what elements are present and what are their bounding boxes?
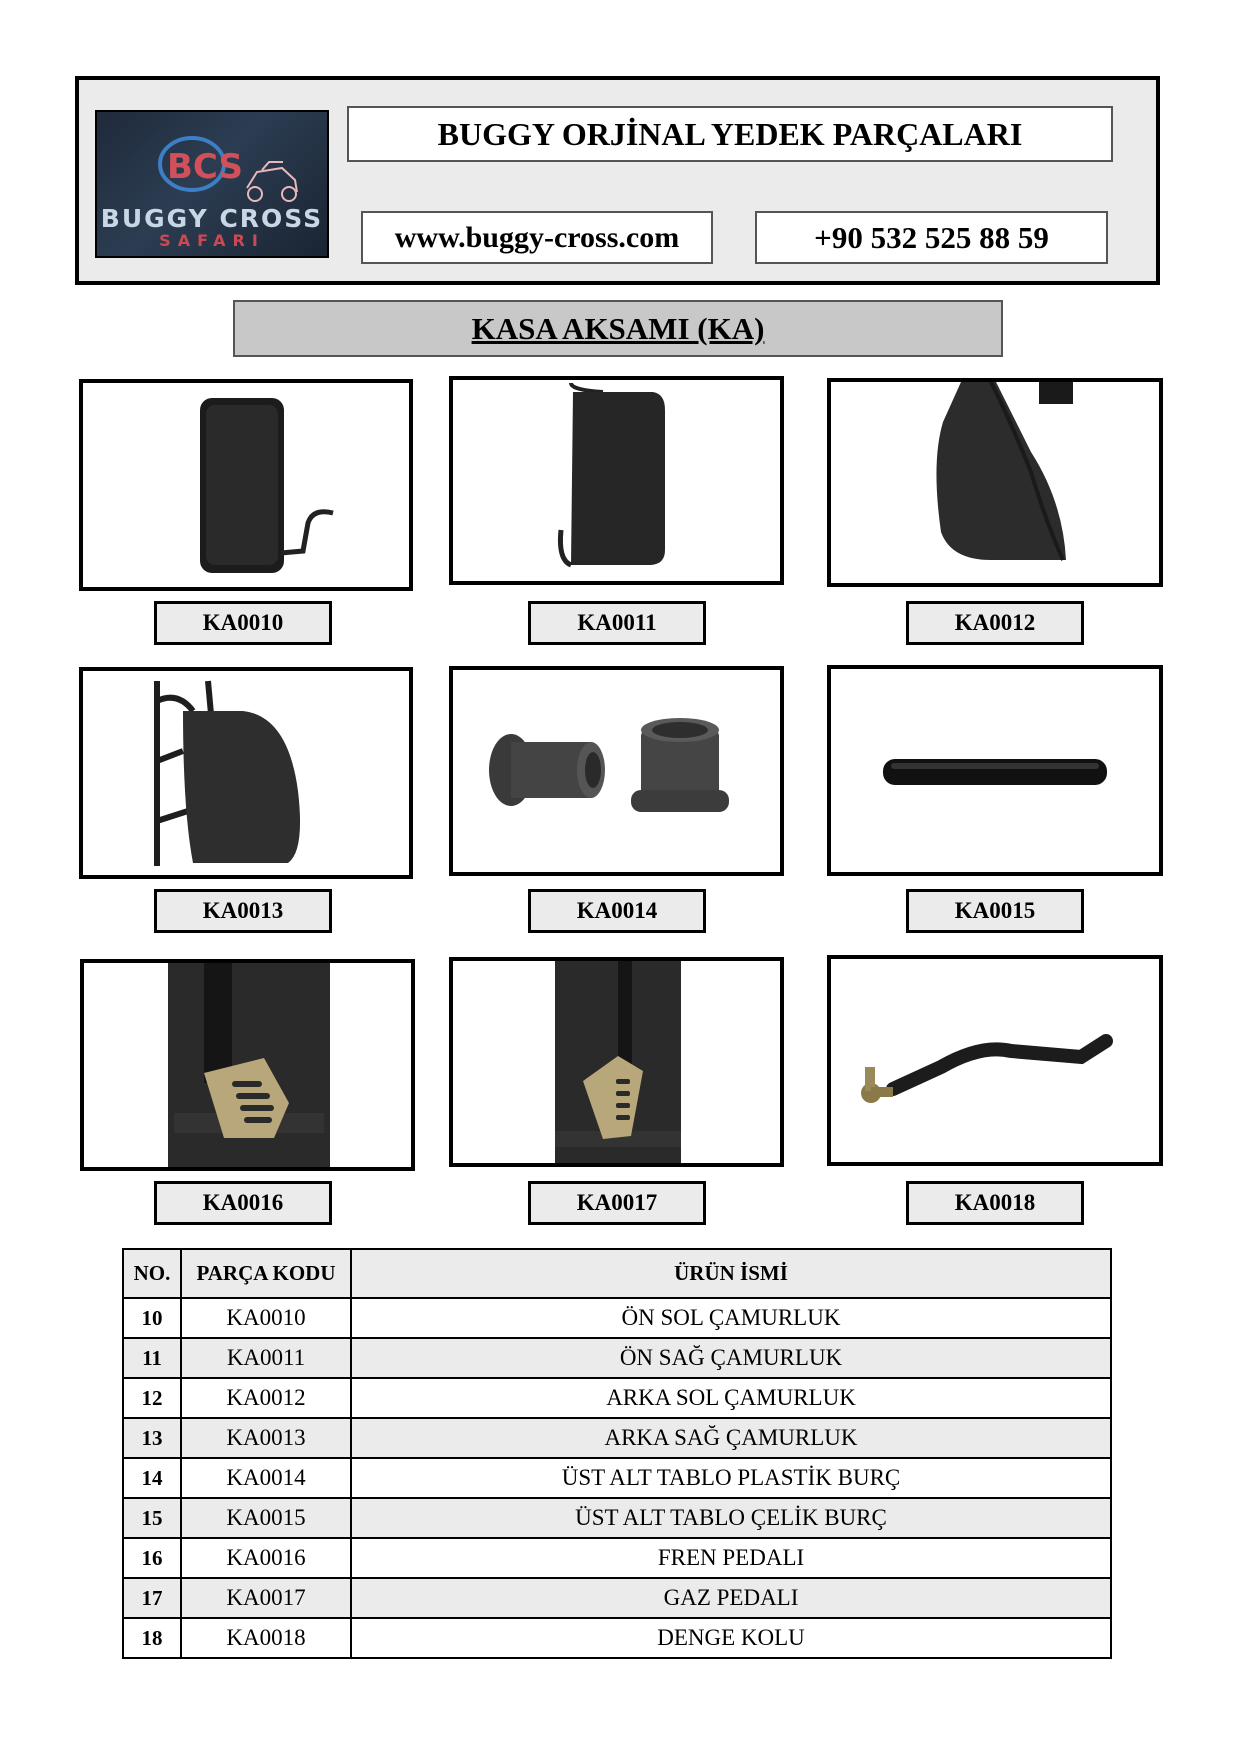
- logo-monogram: BCS: [167, 147, 243, 187]
- row-number: 17: [123, 1578, 181, 1618]
- row-product-name: ÜST ALT TABLO PLASTİK BURÇ: [351, 1458, 1111, 1498]
- product-label-ka0012: KA0012: [906, 601, 1084, 645]
- row-part-code: KA0017: [181, 1578, 351, 1618]
- row-product-name: ÜST ALT TABLO ÇELİK BURÇ: [351, 1498, 1111, 1538]
- plastic-bushing-icon: [453, 670, 780, 872]
- row-part-code: KA0010: [181, 1298, 351, 1338]
- logo-text-line1: BUGGY CROSS: [100, 204, 324, 233]
- row-part-code: KA0016: [181, 1538, 351, 1578]
- product-label-ka0018: KA0018: [906, 1181, 1084, 1225]
- row-product-name: ARKA SAĞ ÇAMURLUK: [351, 1418, 1111, 1458]
- product-image-ka0018: [827, 955, 1163, 1166]
- row-number: 15: [123, 1498, 181, 1538]
- table-row: [123, 1298, 1111, 1338]
- parts-table: [122, 1248, 1112, 1659]
- front-right-fender-icon: [453, 380, 780, 581]
- table-row: [123, 1578, 1111, 1618]
- section-title: KASA AKSAMI (KA): [233, 300, 1003, 357]
- buggy-cross-logo: [95, 110, 329, 258]
- row-number: 16: [123, 1538, 181, 1578]
- row-product-name: DENGE KOLU: [351, 1618, 1111, 1658]
- column-header-no: NO.: [123, 1249, 181, 1298]
- table-row: [123, 1458, 1111, 1498]
- table-row: [123, 1418, 1111, 1458]
- stabilizer-arm-icon: [831, 959, 1159, 1162]
- row-part-code: KA0013: [181, 1418, 351, 1458]
- product-image-ka0017: [449, 957, 784, 1167]
- row-number: 10: [123, 1298, 181, 1338]
- row-part-code: KA0012: [181, 1378, 351, 1418]
- column-header-name: ÜRÜN İSMİ: [351, 1249, 1111, 1298]
- product-label-ka0013: KA0013: [154, 889, 332, 933]
- product-image-ka0010: [79, 379, 413, 591]
- product-label-ka0015: KA0015: [906, 889, 1084, 933]
- row-product-name: ARKA SOL ÇAMURLUK: [351, 1378, 1111, 1418]
- table-row: [123, 1618, 1111, 1658]
- page-title: BUGGY ORJİNAL YEDEK PARÇALARI: [347, 106, 1113, 162]
- phone-number[interactable]: +90 532 525 88 59: [755, 211, 1108, 264]
- product-label-ka0010: KA0010: [154, 601, 332, 645]
- table-row: [123, 1538, 1111, 1578]
- row-number: 13: [123, 1418, 181, 1458]
- row-number: 12: [123, 1378, 181, 1418]
- row-number: 18: [123, 1618, 181, 1658]
- product-image-ka0015: [827, 665, 1163, 876]
- table-header-row: [123, 1249, 1111, 1298]
- product-label-ka0011: KA0011: [528, 601, 706, 645]
- gas-pedal-icon: [453, 961, 780, 1163]
- product-image-ka0012: [827, 378, 1163, 587]
- logo-text-line2: SAFARI: [159, 231, 265, 250]
- product-image-ka0016: [80, 959, 415, 1171]
- product-label-ka0017: KA0017: [528, 1181, 706, 1225]
- rear-left-fender-icon: [831, 382, 1159, 583]
- steel-bushing-icon: [831, 669, 1159, 872]
- table-row: [123, 1378, 1111, 1418]
- table-row: [123, 1338, 1111, 1378]
- table-row: [123, 1498, 1111, 1538]
- row-part-code: KA0011: [181, 1338, 351, 1378]
- product-image-ka0014: [449, 666, 784, 876]
- product-label-ka0014: KA0014: [528, 889, 706, 933]
- brake-pedal-icon: [84, 963, 411, 1167]
- row-number: 14: [123, 1458, 181, 1498]
- product-image-ka0011: [449, 376, 784, 585]
- row-product-name: FREN PEDALI: [351, 1538, 1111, 1578]
- row-part-code: KA0018: [181, 1618, 351, 1658]
- row-product-name: GAZ PEDALI: [351, 1578, 1111, 1618]
- product-image-ka0013: [79, 667, 413, 879]
- row-product-name: ÖN SAĞ ÇAMURLUK: [351, 1338, 1111, 1378]
- column-header-code: PARÇA KODU: [181, 1249, 351, 1298]
- website-url[interactable]: www.buggy-cross.com: [361, 211, 713, 264]
- rear-right-fender-icon: [83, 671, 409, 875]
- product-label-ka0016: KA0016: [154, 1181, 332, 1225]
- row-product-name: ÖN SOL ÇAMURLUK: [351, 1298, 1111, 1338]
- header-panel: [75, 76, 1160, 285]
- row-number: 11: [123, 1338, 181, 1378]
- row-part-code: KA0014: [181, 1458, 351, 1498]
- row-part-code: KA0015: [181, 1498, 351, 1538]
- front-left-fender-icon: [83, 383, 409, 587]
